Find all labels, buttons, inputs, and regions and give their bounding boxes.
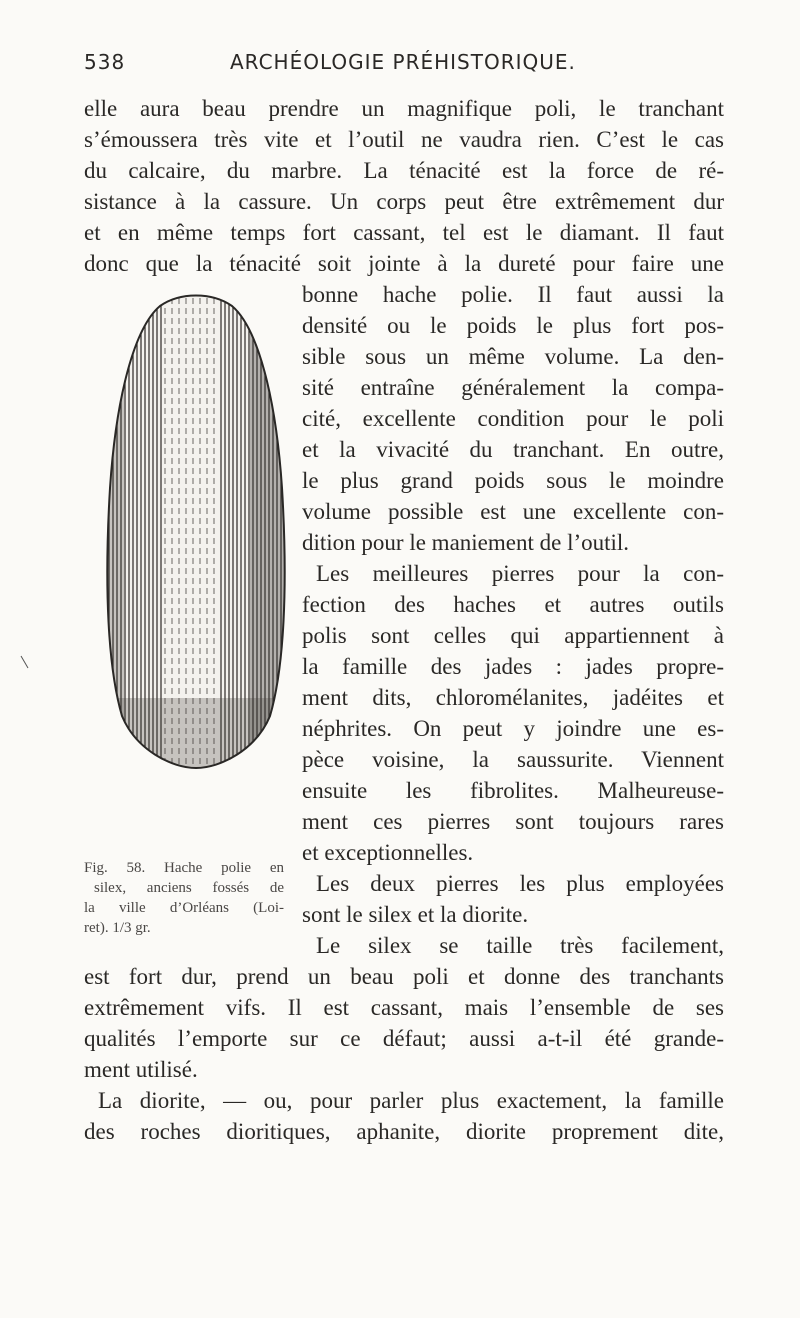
body-line-29: est fort dur, prend un beau poli et donne des tranchants (84, 964, 724, 989)
body-line-2: s’émoussera très vite et l’outil ne vaudra rien. C’est le cas (84, 127, 724, 152)
body-line-27: sont le silex et la diorite. (302, 902, 529, 927)
body-line-19: la famille des jades : jades propre- (302, 654, 724, 679)
body-line-22: pèce voisine, la saussurite. Viennent (302, 747, 724, 772)
body-line-24: ment ces pierres sont toujours rares (302, 809, 724, 834)
body-line-23: ensuite les fibrolites. Malheureuse- (302, 778, 724, 803)
body-line-32: ment utilisé. (84, 1057, 198, 1082)
body-line-31: qualités l’emporte sur ce défaut; aussi a-t-il été grande- (84, 1026, 724, 1051)
page-number: 538 (84, 50, 126, 74)
margin-mark (20, 655, 30, 669)
body-line-34: des roches dioritiques, aphanite, diorite proprement dite, (84, 1119, 724, 1144)
figure-caption-line-4: ret). 1/3 gr. (84, 920, 151, 936)
axe-figure (100, 288, 292, 776)
axe-engraving (100, 288, 292, 776)
body-line-10: sité entraîne généralement la compa- (302, 375, 724, 400)
page-header (84, 50, 744, 80)
body-line-1: elle aura beau prendre un magnifique poli, le tranchant (84, 96, 724, 121)
body-line-25: et exceptionnelles. (302, 840, 474, 865)
body-line-8: densité ou le poids le plus fort pos- (302, 313, 724, 338)
body-line-12: et la vivacité du tranchant. En outre, (302, 437, 724, 462)
body-line-7: bonne hache polie. Il faut aussi la (302, 282, 724, 307)
body-line-21: néphrites. On peut y joindre une es- (302, 716, 724, 741)
body-line-3: du calcaire, du marbre. La ténacité est la force de ré- (84, 158, 724, 183)
running-title: ARCHÉOLOGIE PRÉHISTORIQUE. (230, 50, 576, 74)
body-line-18: polis sont celles qui appartiennent à (302, 623, 724, 648)
body-line-9: sible sous un même volume. La den- (302, 344, 724, 369)
body-line-30: extrêmement vifs. Il est cassant, mais l’ensemble de ses (84, 995, 724, 1020)
body-line-14: volume possible est une excellente con- (302, 499, 724, 524)
body-line-6: donc que la ténacité soit jointe à la dureté pour faire une (84, 251, 724, 276)
body-line-20: ment dits, chloromélanites, jadéites et (302, 685, 724, 710)
body-line-28: Le silex se taille très facilement, (316, 933, 724, 958)
figure-caption-line-2: silex, anciens fossés de (94, 880, 284, 896)
body-line-16: Les meilleures pierres pour la con- (316, 561, 724, 586)
body-line-17: fection des haches et autres outils (302, 592, 724, 617)
body-line-26: Les deux pierres les plus employées (316, 871, 724, 896)
body-line-33: La diorite, — ou, pour parler plus exactement, la famille (98, 1088, 724, 1113)
body-line-15: dition pour le maniement de l’outil. (302, 530, 630, 555)
figure-caption-line-1: Fig. 58. Hache polie en (84, 860, 284, 876)
body-line-4: sistance à la cassure. Un corps peut être extrêmement dur (84, 189, 724, 214)
body-line-5: et en même temps fort cassant, tel est le diamant. Il faut (84, 220, 724, 245)
body-line-13: le plus grand poids sous le moindre (302, 468, 724, 493)
body-line-11: cité, excellente condition pour le poli (302, 406, 724, 431)
figure-caption-line-3: la ville d’Orléans (Loi- (84, 900, 284, 916)
